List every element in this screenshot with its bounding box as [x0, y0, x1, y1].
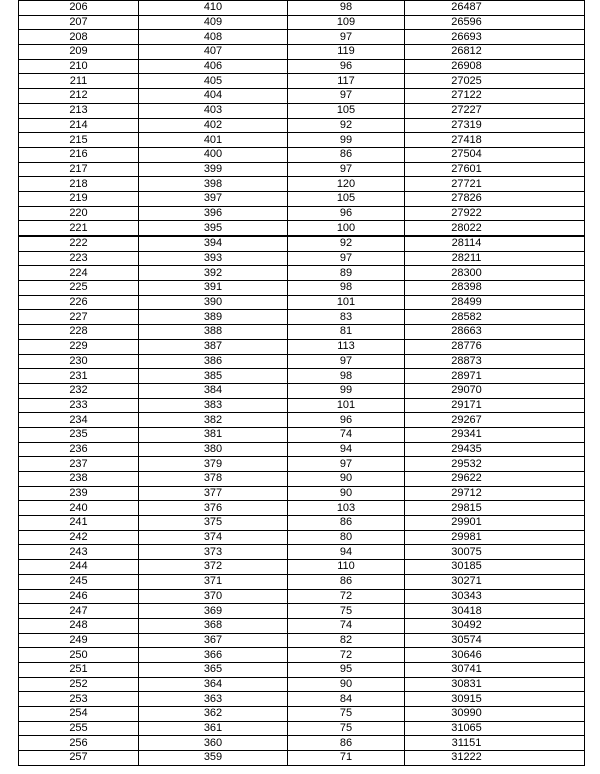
table-cell-col1: 252 [19, 677, 139, 692]
table-row [19, 457, 585, 472]
table-row [19, 530, 585, 545]
table-row [19, 383, 585, 398]
table-row [19, 206, 585, 221]
table-cell-col2: 362 [139, 707, 288, 722]
table-row [19, 236, 585, 251]
table-cell-col4: 31222 [405, 751, 585, 766]
table-cell-col4: 28663 [405, 325, 585, 340]
table-cell-col1: 254 [19, 707, 139, 722]
table-row [19, 354, 585, 369]
table-cell-col3: 90 [288, 486, 405, 501]
table-cell-col1: 247 [19, 604, 139, 619]
table-row [19, 648, 585, 663]
table-cell-col4: 28300 [405, 266, 585, 281]
table-cell-col3: 105 [288, 103, 405, 118]
table-cell-col2: 381 [139, 427, 288, 442]
table-cell-col3: 74 [288, 427, 405, 442]
table-cell-col1: 234 [19, 413, 139, 428]
table-row [19, 427, 585, 442]
table-cell-col1: 239 [19, 486, 139, 501]
table-cell-col3: 89 [288, 266, 405, 281]
table-cell-col4: 30343 [405, 589, 585, 604]
table-cell-col4: 27025 [405, 74, 585, 89]
table-cell-col2: 388 [139, 325, 288, 340]
table-cell-col2: 386 [139, 354, 288, 369]
table-cell-col4: 30574 [405, 633, 585, 648]
table-row [19, 472, 585, 487]
table-row [19, 398, 585, 413]
table-cell-col1: 255 [19, 721, 139, 736]
table-row [19, 251, 585, 266]
table-cell-col4: 29070 [405, 383, 585, 398]
table-cell-col2: 392 [139, 266, 288, 281]
table-cell-col1: 248 [19, 618, 139, 633]
table-cell-col4: 29901 [405, 516, 585, 531]
table-cell-col3: 90 [288, 677, 405, 692]
table-cell-col2: 391 [139, 281, 288, 296]
table-cell-col1: 225 [19, 281, 139, 296]
table-cell-col1: 230 [19, 354, 139, 369]
table-cell-col2: 379 [139, 457, 288, 472]
table-cell-col1: 220 [19, 206, 139, 221]
table-cell-col2: 385 [139, 369, 288, 384]
table-cell-col2: 374 [139, 530, 288, 545]
table-cell-col2: 390 [139, 295, 288, 310]
table-row [19, 574, 585, 589]
table-cell-col3: 90 [288, 472, 405, 487]
table-cell-col1: 218 [19, 177, 139, 192]
table-cell-col1: 251 [19, 662, 139, 677]
table-row [19, 266, 585, 281]
table-cell-col1: 245 [19, 574, 139, 589]
table-cell-col2: 403 [139, 103, 288, 118]
table-cell-col2: 383 [139, 398, 288, 413]
table-cell-col2: 365 [139, 662, 288, 677]
table-cell-col4: 29981 [405, 530, 585, 545]
table-row [19, 103, 585, 118]
table-cell-col2: 370 [139, 589, 288, 604]
table-row [19, 15, 585, 30]
table-cell-col1: 214 [19, 118, 139, 133]
table-cell-col4: 27721 [405, 177, 585, 192]
table-cell-col1: 215 [19, 133, 139, 148]
table-cell-col1: 207 [19, 15, 139, 30]
table-row [19, 486, 585, 501]
table-cell-col3: 97 [288, 30, 405, 45]
table-cell-col4: 28971 [405, 369, 585, 384]
table-row [19, 310, 585, 325]
table-cell-col2: 378 [139, 472, 288, 487]
table-cell-col4: 28776 [405, 339, 585, 354]
table-cell-col4: 27922 [405, 206, 585, 221]
table-cell-col4: 26693 [405, 30, 585, 45]
table-cell-col4: 28398 [405, 281, 585, 296]
table-row [19, 662, 585, 677]
table-cell-col2: 363 [139, 692, 288, 707]
table-cell-col2: 395 [139, 221, 288, 236]
table-cell-col3: 96 [288, 413, 405, 428]
table-cell-col3: 83 [288, 310, 405, 325]
table-cell-col3: 98 [288, 369, 405, 384]
table-cell-col4: 30741 [405, 662, 585, 677]
table-cell-col3: 110 [288, 560, 405, 575]
table-row [19, 177, 585, 192]
table-row [19, 339, 585, 354]
table-cell-col1: 256 [19, 736, 139, 751]
table-cell-col2: 402 [139, 118, 288, 133]
table-cell-col2: 382 [139, 413, 288, 428]
table-cell-col4: 30185 [405, 560, 585, 575]
table-cell-col1: 246 [19, 589, 139, 604]
table-cell-col4: 27122 [405, 89, 585, 104]
table-cell-col1: 244 [19, 560, 139, 575]
table-cell-col4: 30915 [405, 692, 585, 707]
table-cell-col1: 253 [19, 692, 139, 707]
table-cell-col2: 364 [139, 677, 288, 692]
table-cell-col2: 359 [139, 751, 288, 766]
table-cell-col4: 27601 [405, 162, 585, 177]
table-cell-col1: 232 [19, 383, 139, 398]
table-cell-col3: 97 [288, 457, 405, 472]
table-cell-col2: 397 [139, 191, 288, 206]
table-cell-col3: 97 [288, 162, 405, 177]
table-cell-col3: 81 [288, 325, 405, 340]
table-cell-col3: 99 [288, 133, 405, 148]
table-cell-col1: 257 [19, 751, 139, 766]
table-cell-col4: 31151 [405, 736, 585, 751]
table-cell-col1: 226 [19, 295, 139, 310]
table-cell-col1: 236 [19, 442, 139, 457]
table-cell-col2: 360 [139, 736, 288, 751]
table-row [19, 560, 585, 575]
table-cell-col1: 222 [19, 236, 139, 251]
table-cell-col4: 30990 [405, 707, 585, 722]
table-cell-col1: 227 [19, 310, 139, 325]
table-cell-col2: 406 [139, 59, 288, 74]
table-cell-col4: 28582 [405, 310, 585, 325]
table-row [19, 89, 585, 104]
table-cell-col3: 75 [288, 721, 405, 736]
table-cell-col3: 109 [288, 15, 405, 30]
table-cell-col4: 29171 [405, 398, 585, 413]
table-cell-col1: 231 [19, 369, 139, 384]
table-row [19, 74, 585, 89]
table-cell-col2: 372 [139, 560, 288, 575]
table-cell-col4: 27319 [405, 118, 585, 133]
table-cell-col1: 241 [19, 516, 139, 531]
table-row [19, 413, 585, 428]
table-row [19, 45, 585, 60]
table-cell-col1: 212 [19, 89, 139, 104]
table-cell-col2: 396 [139, 206, 288, 221]
table-cell-col3: 98 [288, 1, 405, 16]
table-row [19, 618, 585, 633]
table-cell-col4: 28114 [405, 236, 585, 251]
table-cell-col3: 101 [288, 295, 405, 310]
table-cell-col3: 84 [288, 692, 405, 707]
table-cell-col1: 208 [19, 30, 139, 45]
table-cell-col1: 237 [19, 457, 139, 472]
table-cell-col4: 30418 [405, 604, 585, 619]
table-cell-col1: 221 [19, 221, 139, 236]
table-cell-col3: 96 [288, 206, 405, 221]
table-row [19, 751, 585, 766]
table-cell-col2: 376 [139, 501, 288, 516]
table-row [19, 721, 585, 736]
table-row [19, 162, 585, 177]
table-cell-col3: 82 [288, 633, 405, 648]
table-cell-col3: 80 [288, 530, 405, 545]
table-cell-col3: 94 [288, 545, 405, 560]
table-cell-col3: 119 [288, 45, 405, 60]
table-cell-col4: 29712 [405, 486, 585, 501]
table-row [19, 221, 585, 236]
table-cell-col2: 373 [139, 545, 288, 560]
table-row [19, 281, 585, 296]
table-cell-col4: 30271 [405, 574, 585, 589]
table-cell-col4: 29815 [405, 501, 585, 516]
table-cell-col3: 100 [288, 221, 405, 236]
table-cell-col1: 211 [19, 74, 139, 89]
table-cell-col2: 401 [139, 133, 288, 148]
table-cell-col2: 387 [139, 339, 288, 354]
table-cell-col1: 243 [19, 545, 139, 560]
table-cell-col3: 117 [288, 74, 405, 89]
table-cell-col2: 380 [139, 442, 288, 457]
table-row [19, 516, 585, 531]
table-cell-col1: 209 [19, 45, 139, 60]
table-cell-col3: 86 [288, 516, 405, 531]
table-cell-col1: 206 [19, 1, 139, 16]
table-cell-col3: 99 [288, 383, 405, 398]
table-body [19, 1, 585, 766]
table-row [19, 692, 585, 707]
table-cell-col2: 389 [139, 310, 288, 325]
table-cell-col4: 28499 [405, 295, 585, 310]
table-cell-col3: 71 [288, 751, 405, 766]
table-row [19, 118, 585, 133]
table-row [19, 59, 585, 74]
table-cell-col3: 72 [288, 648, 405, 663]
table-cell-col2: 394 [139, 236, 288, 251]
table-cell-col1: 229 [19, 339, 139, 354]
table-row [19, 442, 585, 457]
table-cell-col2: 367 [139, 633, 288, 648]
table-row [19, 633, 585, 648]
table-cell-col1: 235 [19, 427, 139, 442]
table-row [19, 147, 585, 162]
table-cell-col3: 75 [288, 707, 405, 722]
table-row [19, 545, 585, 560]
table-cell-col3: 86 [288, 736, 405, 751]
table-cell-col3: 86 [288, 147, 405, 162]
table-cell-col3: 113 [288, 339, 405, 354]
table-cell-col3: 92 [288, 236, 405, 251]
table-cell-col3: 98 [288, 281, 405, 296]
table-cell-col1: 223 [19, 251, 139, 266]
table-cell-col1: 217 [19, 162, 139, 177]
table-cell-col4: 27504 [405, 147, 585, 162]
table-cell-col2: 407 [139, 45, 288, 60]
table-cell-col2: 369 [139, 604, 288, 619]
table-cell-col4: 30831 [405, 677, 585, 692]
table-cell-col1: 240 [19, 501, 139, 516]
table-row [19, 604, 585, 619]
table-cell-col2: 393 [139, 251, 288, 266]
table-row [19, 1, 585, 16]
table-cell-col1: 250 [19, 648, 139, 663]
table-cell-col3: 75 [288, 604, 405, 619]
table-cell-col2: 368 [139, 618, 288, 633]
table-cell-col2: 398 [139, 177, 288, 192]
table-cell-col4: 28022 [405, 221, 585, 236]
table-row [19, 30, 585, 45]
table-cell-col2: 366 [139, 648, 288, 663]
table-cell-col1: 224 [19, 266, 139, 281]
table-row [19, 501, 585, 516]
table-row [19, 589, 585, 604]
table-cell-col2: 400 [139, 147, 288, 162]
table-cell-col4: 30646 [405, 648, 585, 663]
table-cell-col4: 28873 [405, 354, 585, 369]
table-cell-col2: 409 [139, 15, 288, 30]
table-cell-col1: 213 [19, 103, 139, 118]
table-row [19, 677, 585, 692]
table-cell-col1: 216 [19, 147, 139, 162]
table-row [19, 133, 585, 148]
table-cell-col3: 120 [288, 177, 405, 192]
table-cell-col1: 242 [19, 530, 139, 545]
table-row [19, 325, 585, 340]
table-cell-col3: 74 [288, 618, 405, 633]
table-cell-col4: 26596 [405, 15, 585, 30]
table-cell-col2: 408 [139, 30, 288, 45]
table-cell-col2: 410 [139, 1, 288, 16]
table-cell-col3: 103 [288, 501, 405, 516]
table-cell-col3: 95 [288, 662, 405, 677]
table-cell-col4: 29435 [405, 442, 585, 457]
table-cell-col1: 219 [19, 191, 139, 206]
table-cell-col4: 30492 [405, 618, 585, 633]
table-cell-col3: 72 [288, 589, 405, 604]
table-cell-col3: 97 [288, 89, 405, 104]
table-cell-col3: 86 [288, 574, 405, 589]
table-cell-col4: 30075 [405, 545, 585, 560]
table-cell-col4: 27227 [405, 103, 585, 118]
table-cell-col2: 375 [139, 516, 288, 531]
table-cell-col2: 404 [139, 89, 288, 104]
table-cell-col4: 26487 [405, 1, 585, 16]
table-cell-col3: 92 [288, 118, 405, 133]
table-cell-col4: 29341 [405, 427, 585, 442]
table-row [19, 295, 585, 310]
table-cell-col1: 233 [19, 398, 139, 413]
table-row [19, 369, 585, 384]
table-cell-col3: 105 [288, 191, 405, 206]
table-row [19, 191, 585, 206]
table-cell-col3: 97 [288, 354, 405, 369]
table-cell-col1: 249 [19, 633, 139, 648]
table-cell-col4: 29532 [405, 457, 585, 472]
table-cell-col4: 27418 [405, 133, 585, 148]
table-cell-col1: 210 [19, 59, 139, 74]
table-cell-col2: 361 [139, 721, 288, 736]
table-row [19, 736, 585, 751]
table-cell-col2: 377 [139, 486, 288, 501]
table-row [19, 707, 585, 722]
table-cell-col4: 26812 [405, 45, 585, 60]
table-cell-col4: 28211 [405, 251, 585, 266]
data-table [18, 0, 585, 766]
table-cell-col4: 29267 [405, 413, 585, 428]
table-cell-col2: 405 [139, 74, 288, 89]
table-cell-col3: 101 [288, 398, 405, 413]
table-cell-col4: 26908 [405, 59, 585, 74]
table-cell-col2: 371 [139, 574, 288, 589]
table-cell-col3: 96 [288, 59, 405, 74]
table-cell-col3: 97 [288, 251, 405, 266]
table-cell-col4: 27826 [405, 191, 585, 206]
table-cell-col1: 228 [19, 325, 139, 340]
table-cell-col4: 31065 [405, 721, 585, 736]
table-cell-col1: 238 [19, 472, 139, 487]
table-cell-col2: 399 [139, 162, 288, 177]
table-cell-col3: 94 [288, 442, 405, 457]
table-cell-col4: 29622 [405, 472, 585, 487]
table-cell-col2: 384 [139, 383, 288, 398]
